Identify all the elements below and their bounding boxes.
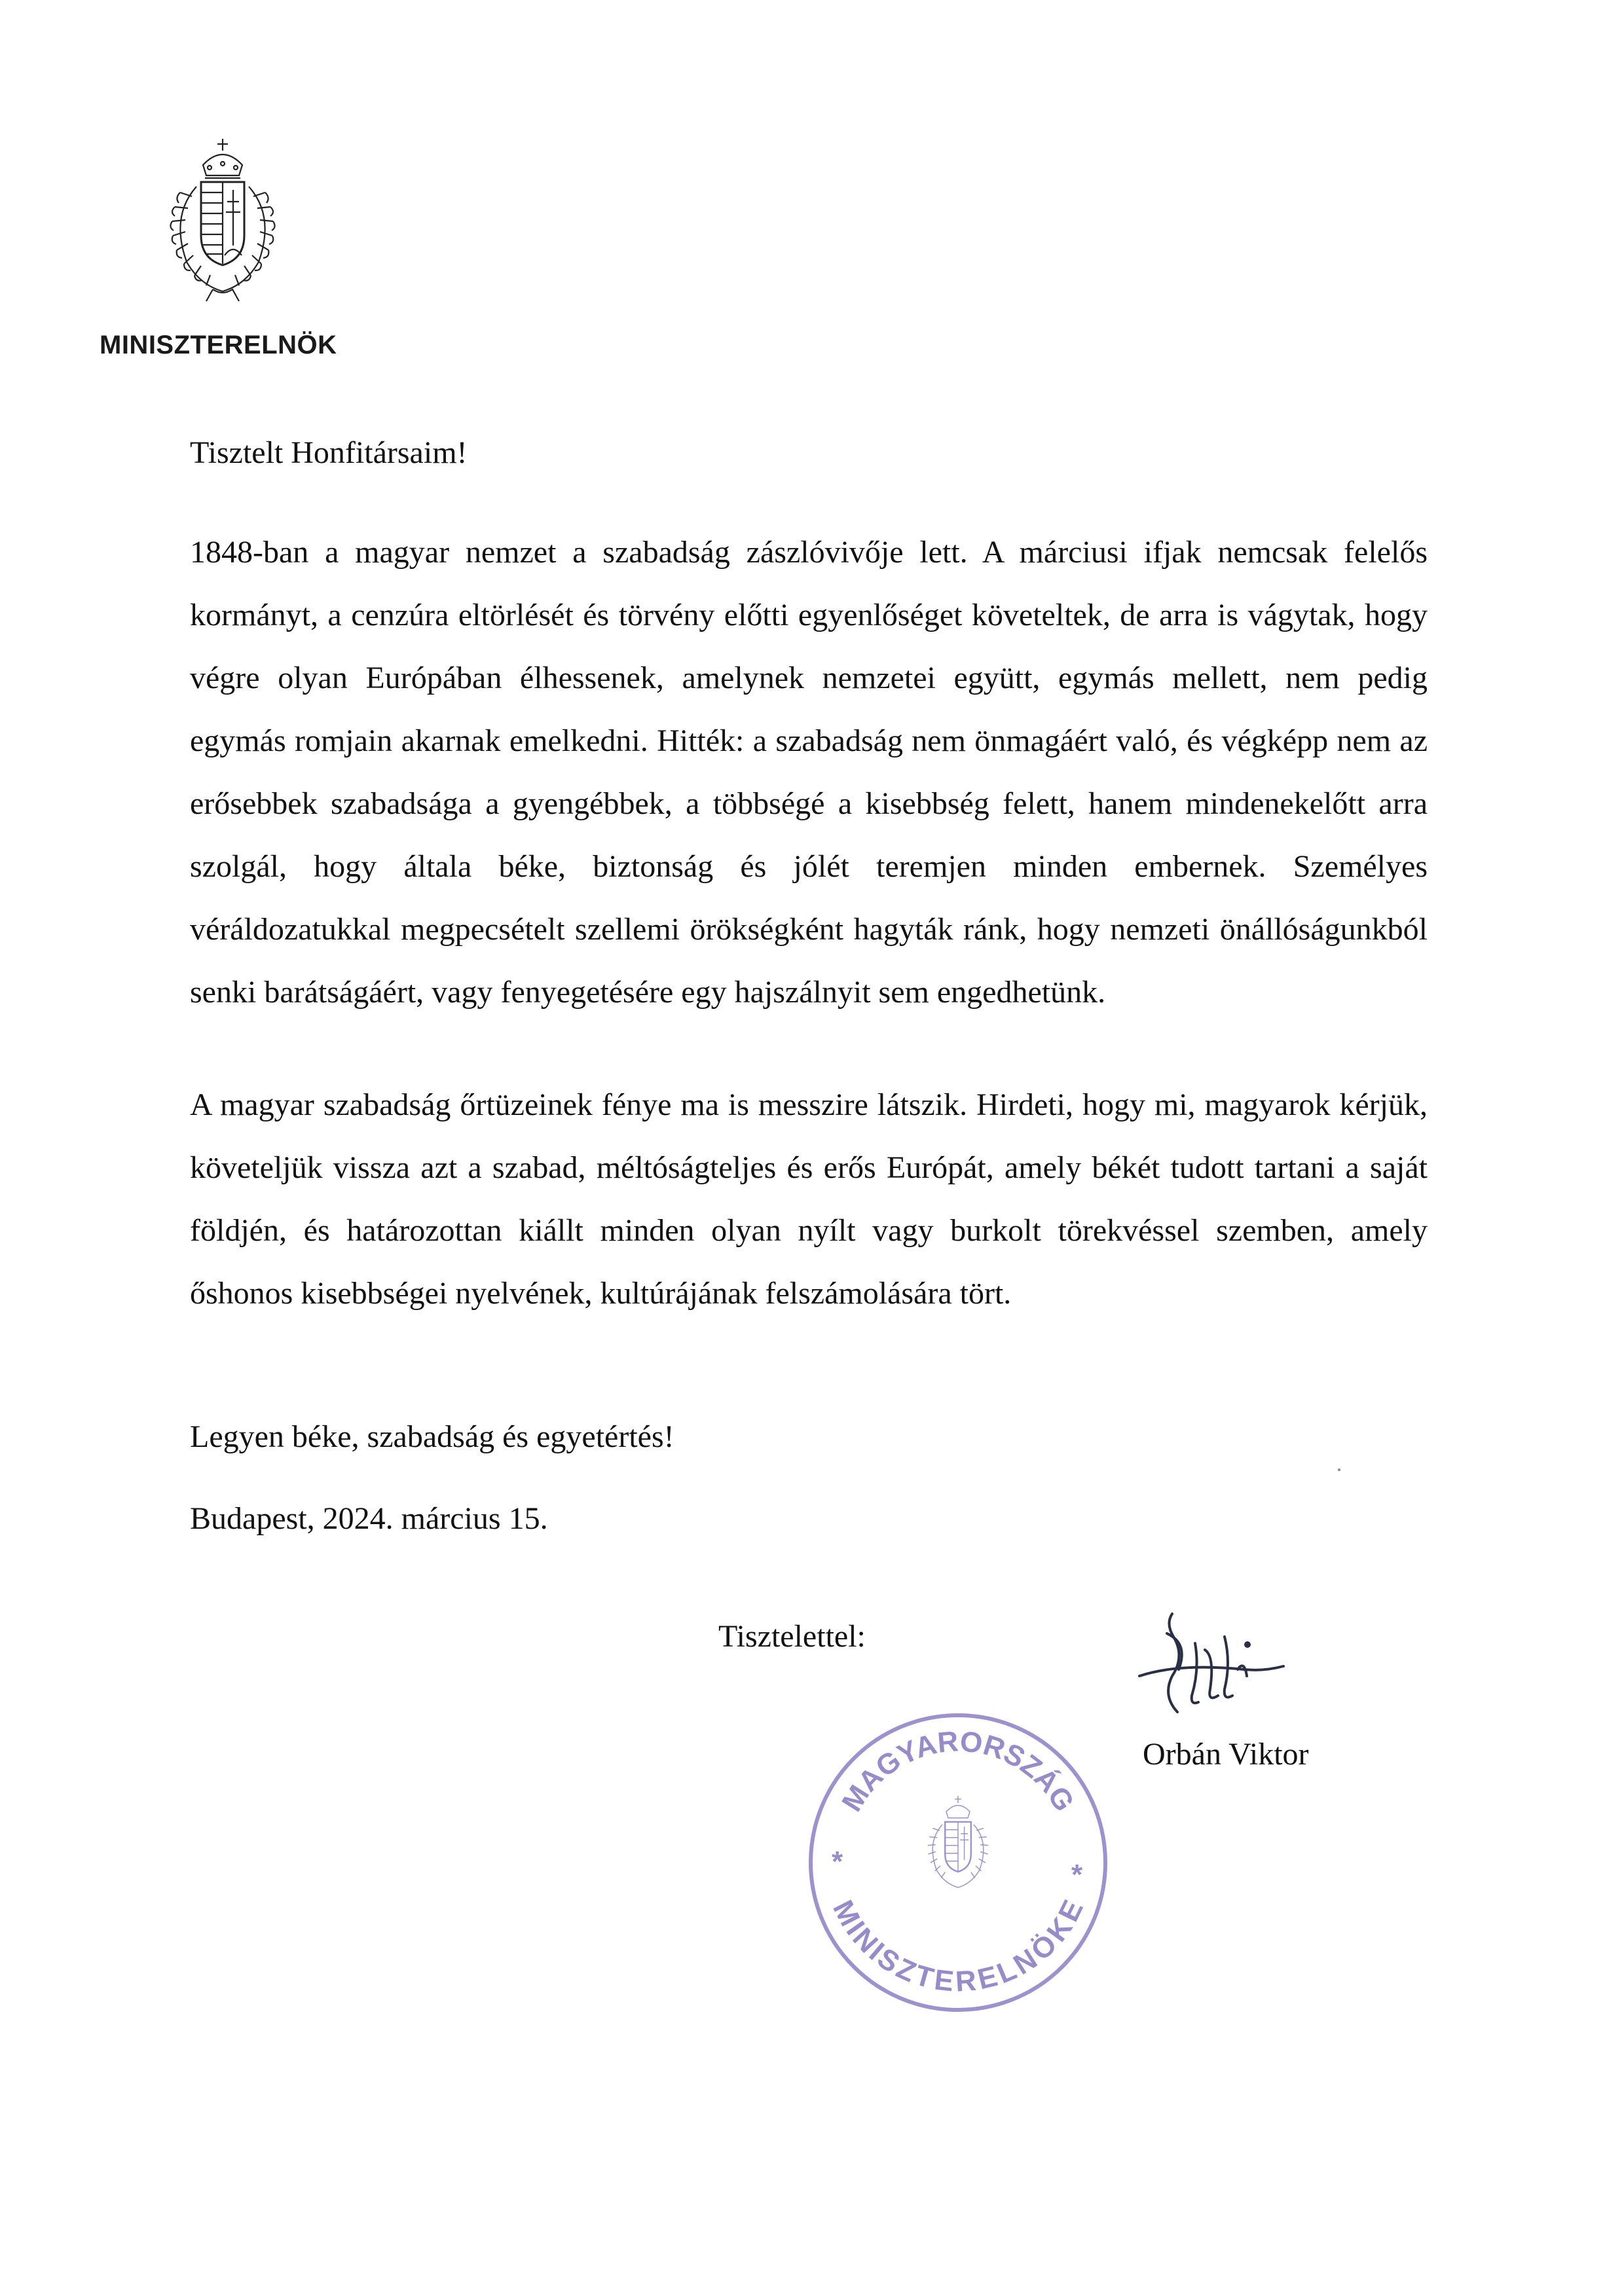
coat-of-arms-stamp-icon [798, 1702, 1118, 2023]
hungarian-coat-of-arms-icon [141, 124, 304, 311]
paragraph-2: A magyar szabadság őrtüzeinek fénye ma is messzire látszik. Hirdeti, hogy mi, magyarok kérjük, követeljük vissza azt a szabad, méltóságteljes és erős Európát, amely békét tudott tartani a saját földjén, és határozottan kiállt minden olyan nyílt vagy burkolt törekvéssel szemben, amely őshonos kisebbségei nyelvének, kultúrájának felszámolására tört. [190, 1087, 1428, 1311]
scan-speck [1338, 1468, 1340, 1471]
paragraph-1: 1848-ban a magyar nemzet a szabadság zászlóvivője lett. A márciusi ifjak nemcsak felelős kormányt, a cenzúra eltörlését és törvény előtti egyenlőséget követeltek, de arra is vágytak, hogy végre olyan Európában élhessenek, amelynek nemzetei együtt, egymás mellett, nem pedig egymás romjain akarnak emelkedni. Hitték: a szabadság nem önmagáért való, és végképp nem az erősebbek szabadsága a gyengébbek, a többségé a kisebbség felett, hanem mindenekelőtt arra szolgál, hogy általa béke, biztonság és jólét teremjen minden embernek. Személyes véráldozatukkal megpecsételt szellemi örökségként hagyták ránk, hogy nemzeti önállóságunkból senki barátságáért, vagy fenyegetésére egy hajszálnyit sem engedhetünk. [190, 535, 1428, 1010]
regards-line: Tisztelettel: [718, 1619, 866, 1654]
stamp-bottom-text: MINISZTERELNÖKE [826, 1895, 1090, 1998]
stamp-top-text: MAGYARORSZÁG [836, 1725, 1080, 1817]
closing-line: Legyen béke, szabadság és egyetértés! [190, 1419, 674, 1454]
signer-name: Orbán Viktor [1143, 1737, 1309, 1772]
salutation: Tisztelt Honfitársaim! [190, 435, 468, 470]
stamp-star-left: * [832, 1846, 843, 1878]
place-date: Budapest, 2024. március 15. [190, 1501, 548, 1536]
stamp-star-right: * [1071, 1859, 1083, 1891]
office-title: MINISZTERELNÖK [100, 331, 337, 359]
handwritten-signature-icon [1126, 1597, 1297, 1748]
